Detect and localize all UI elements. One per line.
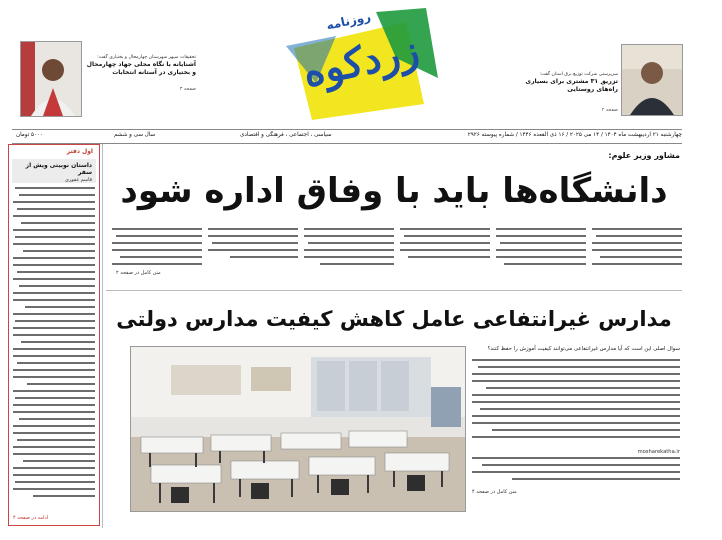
main-story-continued[interactable]: متن کامل در صفحه ۲ (116, 270, 161, 276)
second-story-text-lines-2 (472, 455, 680, 485)
teaser-left-photo (20, 41, 82, 117)
logo-sub-text: روزنامه (325, 9, 372, 33)
second-story-headline[interactable]: مدارس غیرانتفاعی عامل کاهش کیفیت مدارس دولتی (116, 307, 672, 331)
second-story-url[interactable]: mosharekatha.ir (637, 449, 680, 456)
teaser-right[interactable] (520, 72, 618, 113)
main-story-columns (110, 226, 682, 280)
sidebar-title: داستان نوبیتی ویش از سفر (25, 162, 92, 176)
sidebar-text-lines (13, 187, 95, 505)
classroom-photo (130, 346, 466, 512)
dateline-bar (12, 129, 682, 144)
second-story-continued[interactable]: متن کامل در صفحه ۴ (472, 489, 517, 496)
teaser-right-page-ref: صفحه ۲ (601, 108, 618, 113)
sidebar-author: قاسم غفوری (64, 177, 92, 183)
teaser-right-photo (621, 44, 683, 116)
main-story-text-lines (110, 226, 682, 280)
divider-main (106, 290, 682, 291)
second-story-text (472, 346, 680, 516)
dateline-year: سال سی و ششم (114, 132, 156, 138)
teaser-left-page-ref: صفحه ۳ (179, 87, 196, 92)
logo-main-text: زردکوه (298, 26, 424, 97)
second-story-text-lines (472, 357, 680, 445)
sidebar-title-bar (12, 159, 96, 183)
teaser-left[interactable] (86, 55, 196, 92)
main-story-headline[interactable]: دانشگاه‌ها باید با وفاق اداره شود (120, 171, 668, 211)
dateline-price: ۵۰۰۰ تومان (16, 132, 44, 138)
masthead-logo (276, 8, 446, 123)
teaser-left-headline: آشنایانه با نگاه محلی جهاد چهارمحال و بختیاری در آستانه انتخابات (86, 61, 196, 76)
dateline-date: چهارشنبه ۲۱ اردیبهشت ماه ۱۴۰۴ / ۱۴ می ۲۰۲۵ / ۱۶ ذی القعده ۱۴۴۶ / شماره پیوسته ۲۹۲۶ (467, 132, 682, 138)
masthead (0, 0, 722, 128)
dateline-topics: سیاسی ، اجتماعی ، فرهنگی و اقتصادی (240, 132, 332, 138)
sidebar-divider (102, 144, 103, 528)
sidebar-text-block (13, 187, 95, 505)
second-story-lead: سوال اصلی این است که آیا مدارس غیرانتفاعی می‌توانند کیفیت آموزش را حفظ کنند؟ (487, 346, 680, 352)
main-story-kicker: مشاور وزیر علوم: (608, 151, 680, 160)
teaser-right-kicker: سرپرستی شرکت توزیع برق استان گفت: (539, 72, 618, 77)
classroom-image (131, 347, 465, 511)
teaser-right-headline: تزریق ۳۱ مشتری برای بسیاری راه‌های روستایی (525, 78, 618, 93)
sidebar (8, 144, 100, 526)
sidebar-header: اول دفتر (66, 148, 93, 155)
sidebar-continued[interactable]: ادامه در صفحه ۴ (13, 515, 49, 521)
teaser-left-kicker: تحقیقات سپهر شهرستان چهارمحال و بختیاری گفت: (97, 55, 196, 60)
